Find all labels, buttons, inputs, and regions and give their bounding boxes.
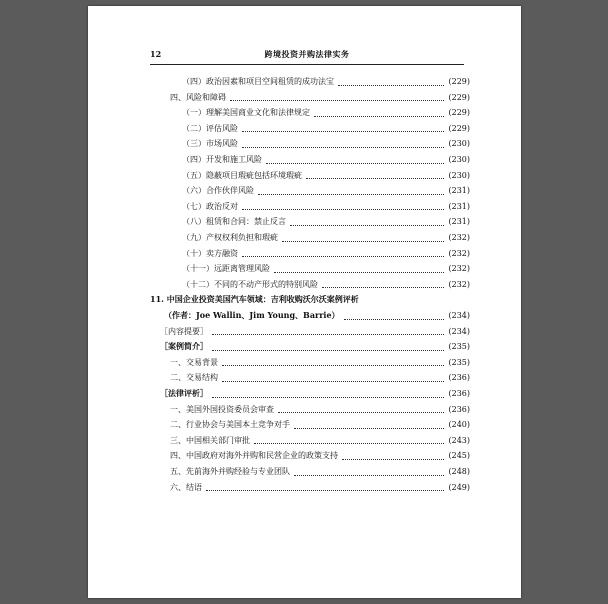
dot-leader: [242, 247, 444, 257]
toc-entry-label: 一、美国外国投资委员会审查: [170, 404, 274, 414]
toc-entry-page: (232): [448, 233, 470, 242]
toc-entry-label: （十一）远距离管理风险: [182, 264, 270, 274]
dot-leader: [212, 388, 444, 398]
toc-entry: [150, 105, 470, 120]
toc-entry: [150, 433, 470, 448]
toc-entry-page: (240): [448, 420, 470, 430]
dot-leader: [342, 450, 444, 460]
toc-entry-page: (231): [448, 186, 470, 196]
toc-entry-label: （七）政治反对: [182, 201, 238, 211]
toc-entry-page: (230): [448, 139, 470, 149]
toc-entry: [150, 246, 470, 261]
toc-entry-page: (236): [448, 404, 470, 414]
toc-entry-page: (236): [448, 389, 470, 398]
toc-entry-page: (243): [448, 435, 470, 445]
toc-entry: [150, 261, 470, 276]
dot-leader: [222, 372, 444, 382]
dot-leader: [294, 466, 444, 476]
toc-entry: [150, 214, 470, 229]
toc-entry: [150, 402, 470, 417]
dot-leader: [306, 169, 444, 179]
page-number: 12: [150, 49, 162, 59]
dot-leader: [322, 278, 444, 288]
dot-leader: [338, 76, 444, 86]
dot-leader: [266, 154, 444, 164]
toc-entry-page: (231): [448, 217, 470, 227]
toc-entry: [150, 370, 470, 385]
toc-entry-label: 一、交易背景: [170, 357, 218, 367]
dot-leader: [290, 216, 444, 226]
dot-leader: [206, 481, 444, 491]
toc-entry-page: (248): [448, 467, 470, 476]
toc-entry-label: 二、交易结构: [170, 373, 218, 383]
toc-entry: [150, 277, 470, 292]
toc-entry-label: （九）产权权利负担和瑕疵: [182, 233, 278, 242]
toc-entry-page: (229): [448, 108, 470, 118]
toc-entry-label: 二、行业协会与美国本土竞争对手: [170, 420, 290, 430]
toc-entry: [150, 324, 470, 339]
toc-entry: [150, 199, 470, 214]
dot-leader: [282, 232, 444, 242]
toc-entry: [150, 90, 470, 105]
toc-entry-page: (249): [448, 482, 470, 492]
toc-entry-label: ［内容提要］: [160, 326, 208, 336]
toc-entry-label: （四）开发和施工风险: [182, 155, 262, 164]
toc-entry-label: （十）卖方融资: [182, 248, 238, 258]
toc-entry: [150, 355, 470, 370]
dot-leader: [274, 263, 444, 273]
toc-entry-label: （作者：Joe Wallin、Jim Young、Barrie）: [164, 310, 340, 320]
toc-entry-page: (232): [448, 264, 470, 274]
toc-entry-page: (229): [448, 123, 470, 133]
running-title: 跨境投资并购法律实务: [264, 49, 350, 59]
toc-entry-page: (232): [448, 248, 470, 258]
dot-leader: [242, 122, 444, 132]
toc-entry-label: 五、先前海外并购经验与专业团队: [170, 467, 290, 476]
toc-entry-label: 11. 中国企业投资美国汽车领域：吉利收购沃尔沃案例评析: [150, 294, 359, 305]
header-rule: [150, 64, 464, 65]
toc-entry-page: (229): [448, 92, 470, 102]
toc-entry-page: (236): [448, 373, 470, 383]
toc-entry-page: (230): [448, 170, 470, 180]
toc-entry-page: (231): [448, 201, 470, 211]
dot-leader: [344, 310, 445, 320]
document-page: [88, 6, 521, 598]
toc-entry-label: （五）隐蔽项目瑕疵包括环境瑕疵: [182, 170, 302, 180]
toc-entry-label: （二）评估风险: [182, 123, 238, 133]
dot-leader: [314, 107, 444, 117]
toc-entry-page: (235): [448, 342, 470, 352]
toc-entry: [150, 292, 470, 307]
toc-entry-page: (234): [448, 326, 470, 336]
toc-entry-page: (235): [448, 357, 470, 367]
toc-entry: [150, 386, 470, 401]
toc-entry: [150, 136, 470, 151]
dot-leader: [212, 341, 444, 351]
toc-entry-label: （三）市场风险: [182, 139, 238, 149]
dot-leader: [242, 200, 444, 210]
toc-entry-label: ［法律评析］: [160, 388, 208, 398]
toc-entry-label: 四、风险和障碍: [170, 92, 226, 102]
toc-entry: [150, 308, 470, 323]
toc-entry-page: (245): [448, 451, 470, 461]
toc-entry-label: 四、中国政府对海外并购和民营企业的政策支持: [170, 451, 338, 461]
toc-entry-page: (229): [448, 77, 470, 86]
dot-leader: [230, 91, 444, 101]
toc-entry: [150, 230, 470, 245]
toc-entry-page: (230): [448, 155, 470, 164]
toc-entry: [150, 183, 470, 198]
toc-entry: [150, 417, 470, 432]
toc-entry-page: (232): [448, 279, 470, 289]
toc-entry: [150, 121, 470, 136]
toc-entry-label: （四）政治因素和项目空间租赁的成功法宝: [182, 77, 334, 86]
dot-leader: [242, 138, 444, 148]
dot-leader: [258, 185, 444, 195]
dot-leader: [222, 356, 444, 366]
toc-entry: [150, 480, 470, 495]
toc-entry: [150, 339, 470, 354]
toc-entry-label: （八）租赁和合同：禁止反言: [182, 217, 286, 227]
toc-entry-label: 六、结语: [170, 482, 202, 492]
toc-entry-label: （一）理解美国商业文化和法律规定: [182, 108, 310, 118]
toc-entry: [150, 168, 470, 183]
toc-entry-label: （十二）不同的不动产形式的特别风险: [182, 279, 318, 289]
toc-entry-label: 三、中国相关部门审批: [170, 435, 250, 445]
dot-leader: [212, 325, 444, 335]
dot-leader: [294, 419, 444, 429]
dot-leader: [278, 403, 444, 413]
toc-entry-label: （六）合作伙伴风险: [182, 186, 254, 196]
toc-entry: [150, 464, 470, 479]
page-header: [150, 49, 464, 63]
toc-entry-label: ［案例简介］: [160, 341, 208, 352]
toc-entry-page: (234): [448, 311, 470, 320]
dot-leader: [254, 434, 444, 444]
toc-entry: [150, 448, 470, 463]
toc-entry: [150, 74, 470, 89]
toc-entry: [150, 152, 470, 167]
